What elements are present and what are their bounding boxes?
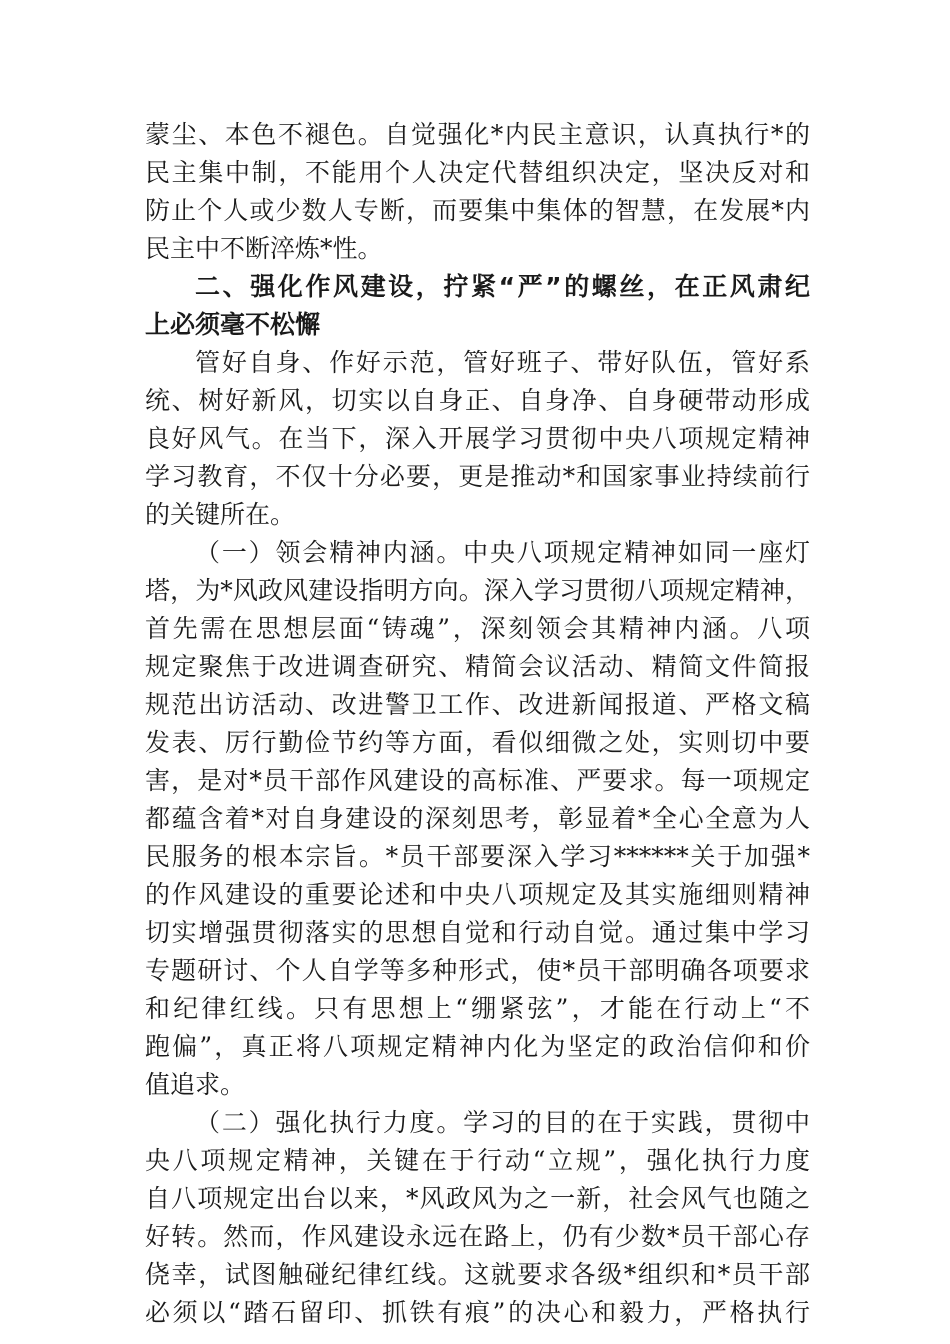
text-line: 良好风气。在当下，深入开展学习贯彻中央八项规定精神 [145, 424, 810, 453]
text-line: 首先需在思想层面“铸魂”，深刻领会其精神内涵。八项 [145, 614, 810, 643]
text-line: 自八项规定出台以来，*风政风为之一新，社会风气也随之 [145, 1184, 810, 1213]
text-line: 塔，为*风政风建设指明方向。深入学习贯彻八项规定精神， [145, 576, 810, 605]
text-line: 专题研讨、个人自学等多种形式，使*员干部明确各项要求 [145, 956, 810, 985]
text-line: 侥幸，试图触碰纪律红线。这就要求各级*组织和*员干部 [145, 1260, 810, 1289]
text-line: 必须以“踏石留印、抓铁有痕”的决心和毅力，严格执行 [145, 1298, 810, 1327]
text-line: 管好自身、作好示范，管好班子、带好队伍，管好系 [195, 348, 810, 377]
text-line: 民主集中制，不能用个人决定代替组织决定，坚决反对和 [145, 158, 810, 187]
text-line: 的关键所在。 [145, 500, 296, 529]
text-line: 民服务的根本宗旨。*员干部要深入学习******关于加强* [145, 842, 810, 871]
text-line: 规定聚焦于改进调查研究、精简会议活动、精简文件简报 [145, 652, 810, 681]
text-line: 规范出访活动、改进警卫工作、改进新闻报道、严格文稿 [145, 690, 810, 719]
text-line: 的作风建设的重要论述和中央八项规定及其实施细则精神 [145, 880, 810, 909]
text-line: 都蕴含着*对自身建设的深刻思考，彰显着*全心全意为人 [145, 804, 810, 833]
text-line: 好转。然而，作风建设永远在路上，仍有少数*员干部心存 [145, 1222, 810, 1251]
text-line: 值追求。 [145, 1070, 246, 1099]
text-line: 发表、厉行勤俭节约等方面，看似细微之处，实则切中要 [145, 728, 810, 757]
text-line: 切实增强贯彻落实的思想自觉和行动自觉。通过集中学习 [145, 918, 810, 947]
text-line: （一）领会精神内涵。中央八项规定精神如同一座灯 [195, 538, 810, 567]
section-heading: 上必须毫不松懈 [145, 310, 321, 339]
text-line: 防止个人或少数人专断，而要集中集体的智慧，在发展*内 [145, 196, 810, 225]
text-line: （二）强化执行力度。学习的目的在于实践，贯彻中 [195, 1108, 810, 1137]
text-line: 害，是对*员干部作风建设的高标准、严要求。每一项规定 [145, 766, 810, 795]
text-line: 学习教育，不仅十分必要，更是推动*和国家事业持续前行 [145, 462, 810, 491]
text-line: 和纪律红线。只有思想上“绷紧弦”，才能在行动上“不 [145, 994, 810, 1023]
section-heading: 二、强化作风建设，拧紧“严”的螺丝，在正风肃纪 [195, 272, 810, 301]
text-line: 央八项规定精神，关键在于行动“立规”，强化执行力度 [145, 1146, 810, 1175]
text-line: 统、树好新风，切实以自身正、自身净、自身硬带动形成 [145, 386, 810, 415]
text-line: 民主中不断淬炼*性。 [145, 234, 383, 263]
text-line: 跑偏”，真正将八项规定精神内化为坚定的政治信仰和价 [145, 1032, 810, 1061]
text-line: 蒙尘、本色不褪色。自觉强化*内民主意识，认真执行*的 [145, 120, 810, 149]
